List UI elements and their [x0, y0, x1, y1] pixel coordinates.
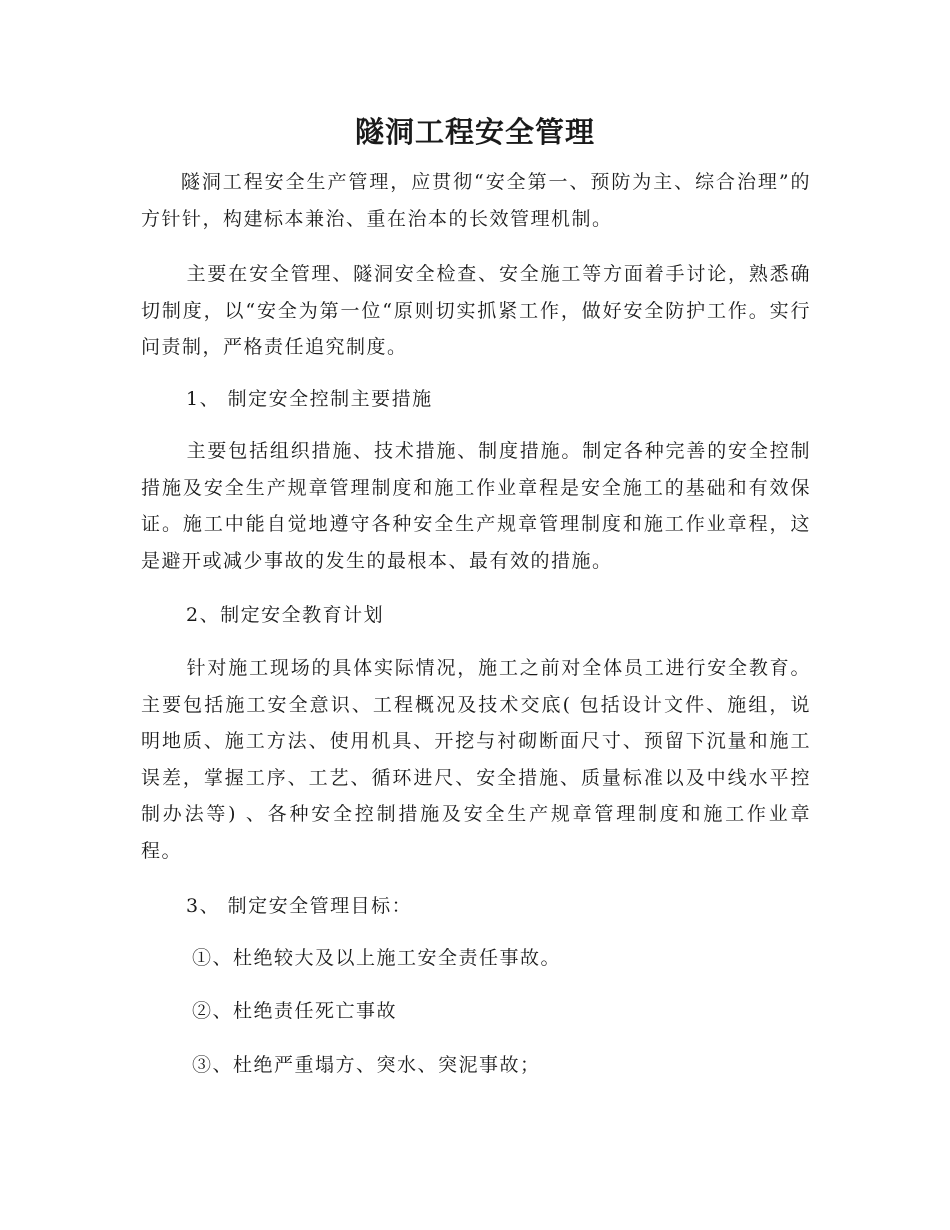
section-2-heading: 2、制定安全教育计划 [186, 604, 385, 626]
section-1-heading: 1、 制定安全控制主要措施 [186, 388, 433, 410]
section-3-heading: 3、 制定安全管理目标： [186, 895, 413, 917]
section-3-item-2: ②、杜绝责任死亡事故 [192, 1000, 398, 1022]
section-1-body: 主要包括组织措施、技术措施、制度措施。制定各种完善的安全控制措施及安全生产规章管理制度和施工作业章程是安全施工的基础和有效保证。施工中能自觉地遵守各种安全生产规章管理制度和施工作业章程，这是避开或减少事故的发生的最根本、最有效的措施。 [141, 440, 811, 572]
intro-paragraph-2: 主要在安全管理、隧洞安全检查、安全施工等方面着手讨论，熟悉确切制度，以“安全为第一位“原则切实抓紧工作，做好安全防护工作。实行问责制，严格责任追究制度。 [141, 263, 811, 358]
section-3-item-3: ③、杜绝严重塌方、突水、突泥事故； [192, 1054, 541, 1076]
document-title: 隧洞工程安全管理 [354, 115, 595, 149]
intro-paragraph-1: 隧洞工程安全生产管理，应贯彻“安全第一、预防为主、综合治理”的方针针，构建标本兼治、重在治本的长效管理机制。 [141, 171, 811, 230]
section-2-body: 针对施工现场的具体实际情况，施工之前对全体员工进行安全教育。主要包括施工安全意识、工程概况及技术交底( 包括设计文件、施组，说明地质、施工方法、使用机具、开挖与衬砌断面尺寸、预留下沉量和施工误差，掌握工序、工艺、循环进尺、安全措施、质量标准以及中线水平控制办法等) 、各种安全控制措施及安全生产规章管理制度和施工作业章程。 [141, 657, 811, 862]
section-3-item-1: ①、杜绝较大及以上施工安全责任事故。 [192, 947, 562, 969]
